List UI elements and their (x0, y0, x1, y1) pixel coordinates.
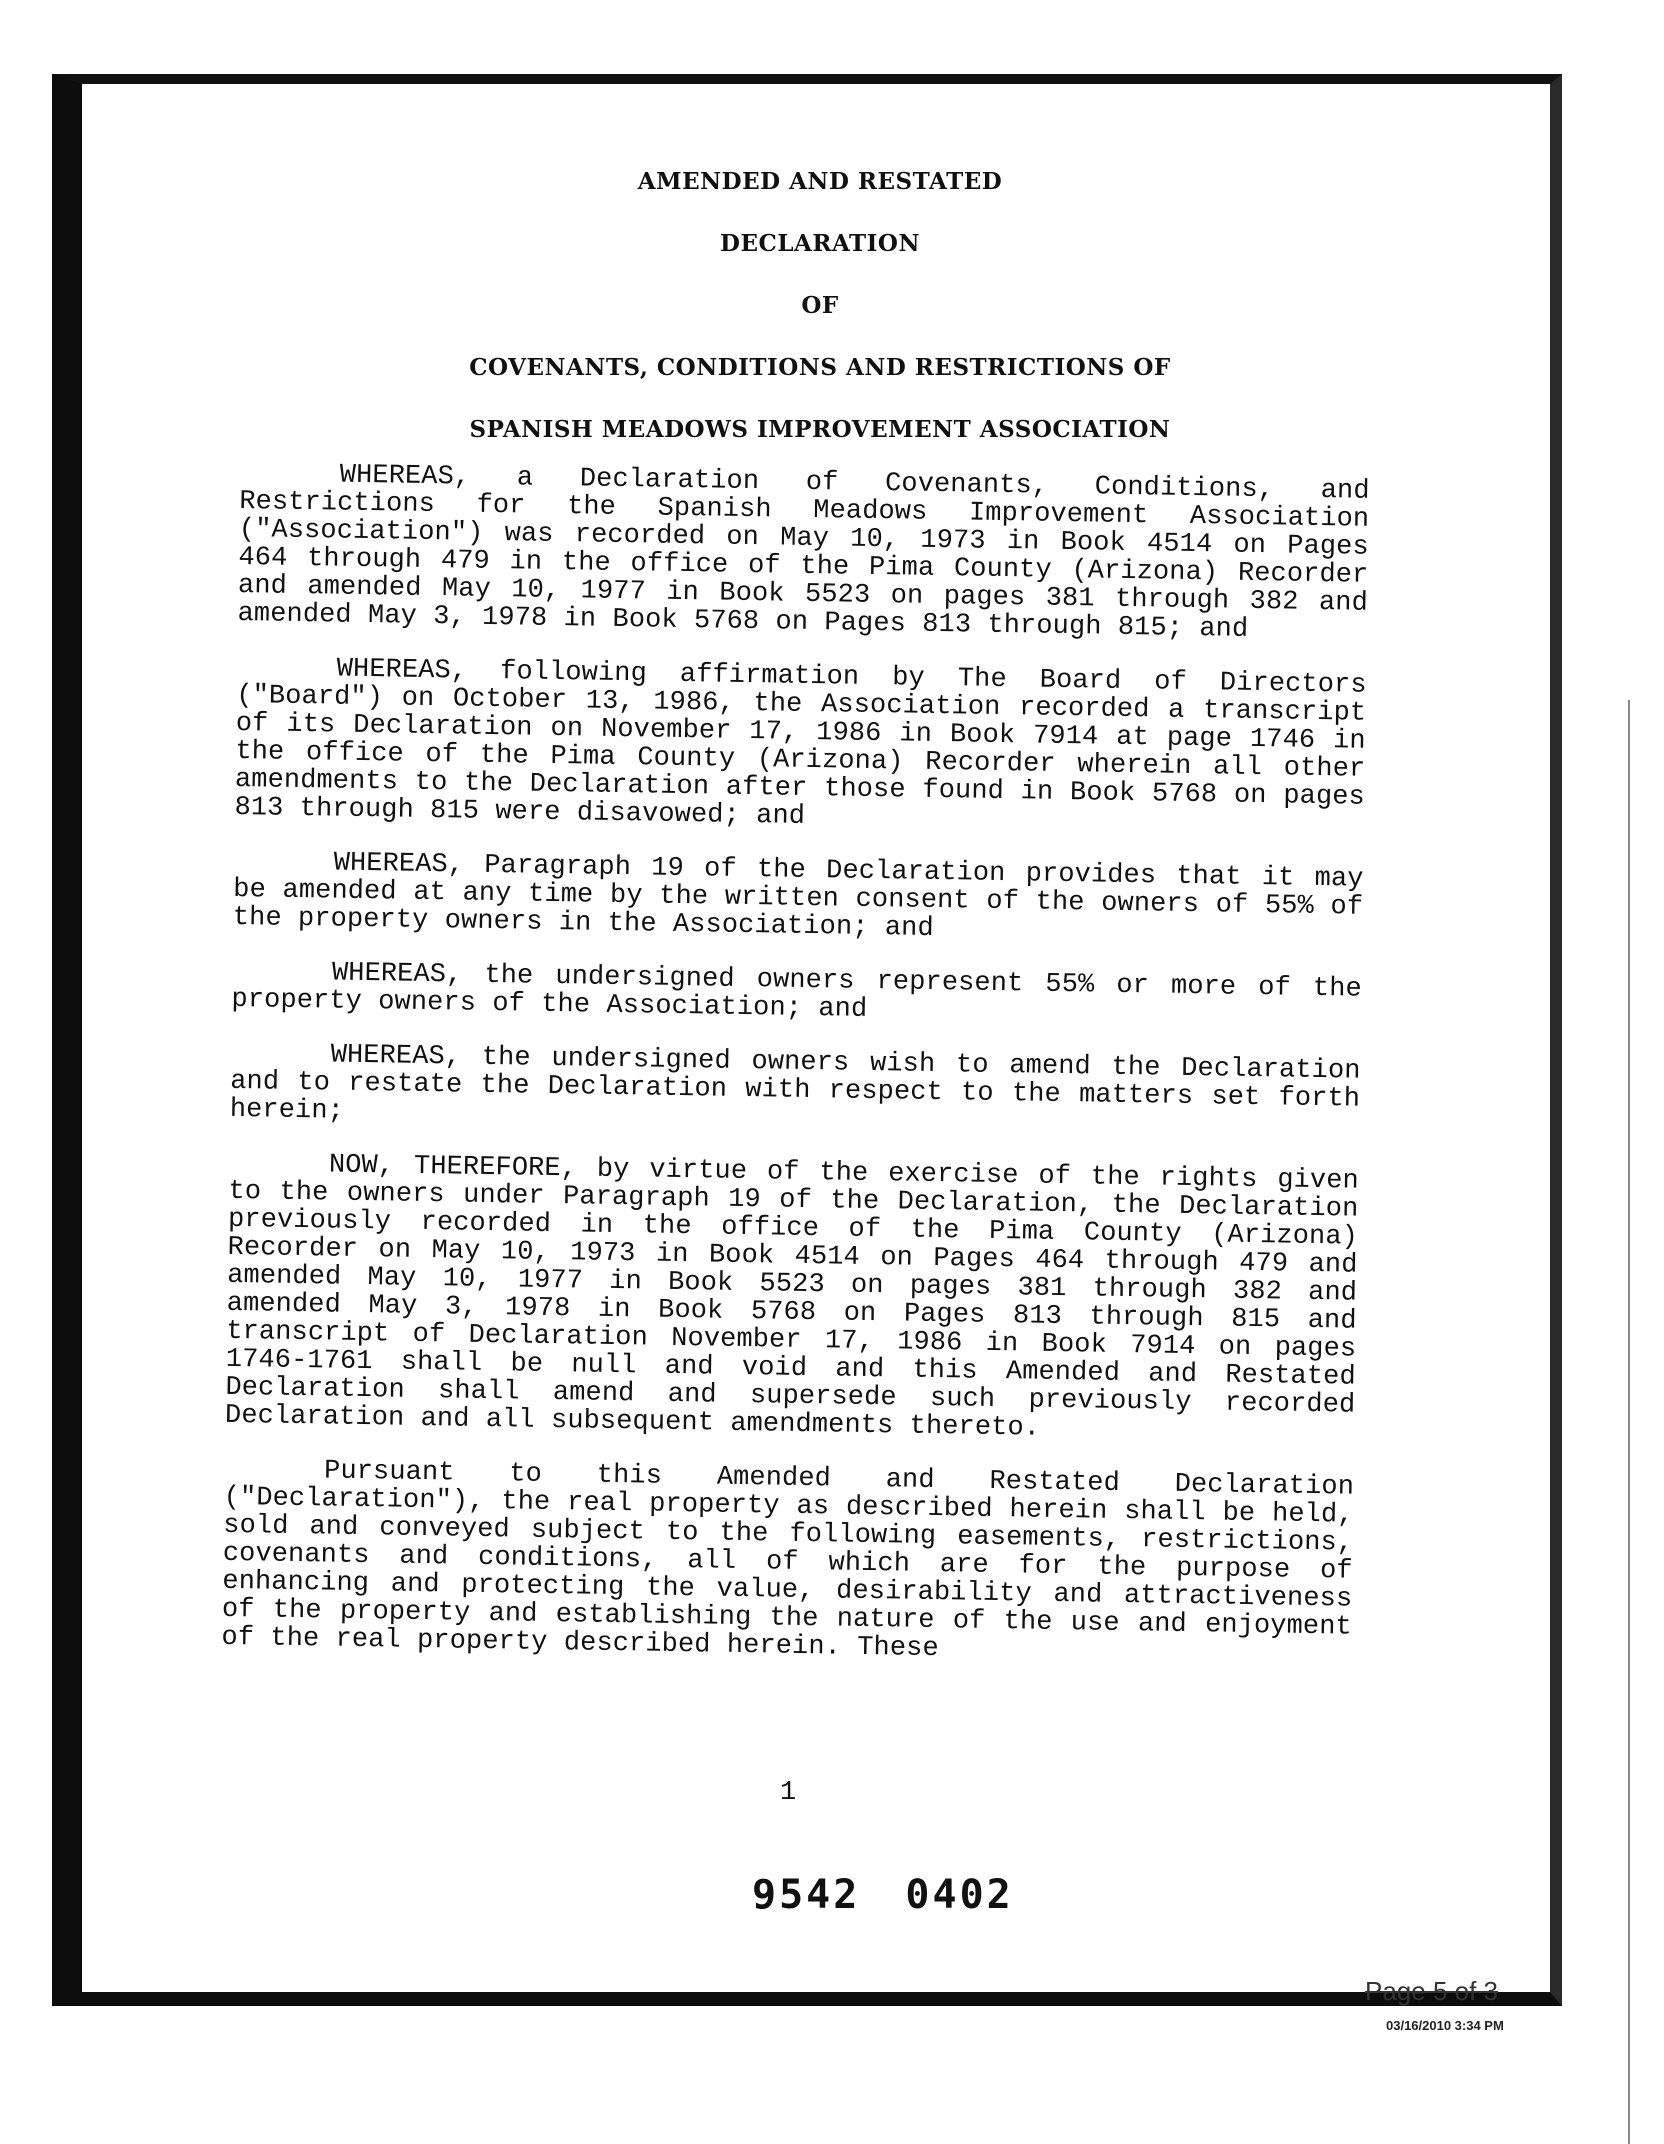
whereas-paragraph-2: WHEREAS, following affirmation by The Board of Directors ("Board") on October 13, 1986, the Association recorded a transcript of its Declaration on November 17, 1986 in Book 7914 at page 1746 in the office of the Pima County (Arizona) Recorder wherein all other amendments to the Declaration after those found in Book 5768 on pages 813 through 815 were disavowed; and (234, 654, 1367, 832)
whereas-paragraph-4: WHEREAS, the undersigned owners represent 55% or more of the property owners of the Association; and (231, 958, 1363, 1025)
page-of-indicator: Page 5 of 3 (1365, 1976, 1498, 2006)
title-line-4: COVENANTS, CONDITIONS AND RESTRICTIONS OF (469, 354, 1171, 381)
page-edge-line (1628, 700, 1630, 2144)
title-line-3: OF (801, 292, 839, 319)
whereas-paragraph-1: WHEREAS, a Declaration of Covenants, Conditions, and Restrictions for the Spanish Meadows Improvement Association ("Association") was recorded on May 10, 1973 in Book 4514 on Pages 464 through 479 in the office of the Pima County (Arizona) Recorder and amended May 10, 1977 in Book 5523 on pages 381 through 382 and amended May 3, 1978 in Book 5768 on Pages 813 through 815; and (237, 460, 1370, 645)
title-line-2: DECLARATION (720, 230, 920, 257)
pursuant-paragraph: Pursuant to this Amended and Restated Declaration ("Declaration"), the real property as described herein shall be held, sold and conveyed subject to the following easements, restrictions, covenants and conditions, all of which are for the purpose of enhancing and protecting the value, desirability and attractiveness of the property and establishing the nature of the use and enjoyment of the real property described herein. These (221, 1456, 1355, 1665)
whereas-paragraph-3: WHEREAS, Paragraph 19 of the Declaration provides that it may be amended at any time by the written consent of the owners of 55% of the property owners in the Association; and (232, 848, 1364, 944)
now-therefore-paragraph: NOW, THEREFORE, by virtue of the exercise of the rights given to the owners under Paragraph 19 of the Declaration, the Declaration previously recorded in the office of the Pima County (Arizona) Recorder on May 10, 1973 in Book 4514 on Pages 464 through 479 and amended May 10, 1977 in Book 5523 on pages 381 through 382 and amended May 3, 1978 in Book 5768 on Pages 813 through 815 and transcript of Declaration November 17, 1986 in Book 7914 on pages 1746-1761 shall be null and void and this Amended and Restated Declaration shall amend and supersede such previously recorded Declaration and all subsequent amendments thereto. (224, 1150, 1360, 1444)
recorder-book-page-number: 9542 0402 (752, 1872, 1014, 1918)
title-line-1: AMENDED AND RESTATED (637, 168, 1003, 195)
document-body (221, 460, 1370, 1696)
fax-timestamp: 03/16/2010 3:34 PM (1386, 2018, 1504, 2033)
document-title (380, 168, 1260, 478)
whereas-paragraph-5: WHEREAS, the undersigned owners wish to amend the Declaration and to restate the Declaration with respect to the matters set forth herein; (229, 1040, 1361, 1127)
page-number: 1 (780, 1778, 797, 1808)
title-line-5: SPANISH MEADOWS IMPROVEMENT ASSOCIATION (469, 416, 1171, 443)
